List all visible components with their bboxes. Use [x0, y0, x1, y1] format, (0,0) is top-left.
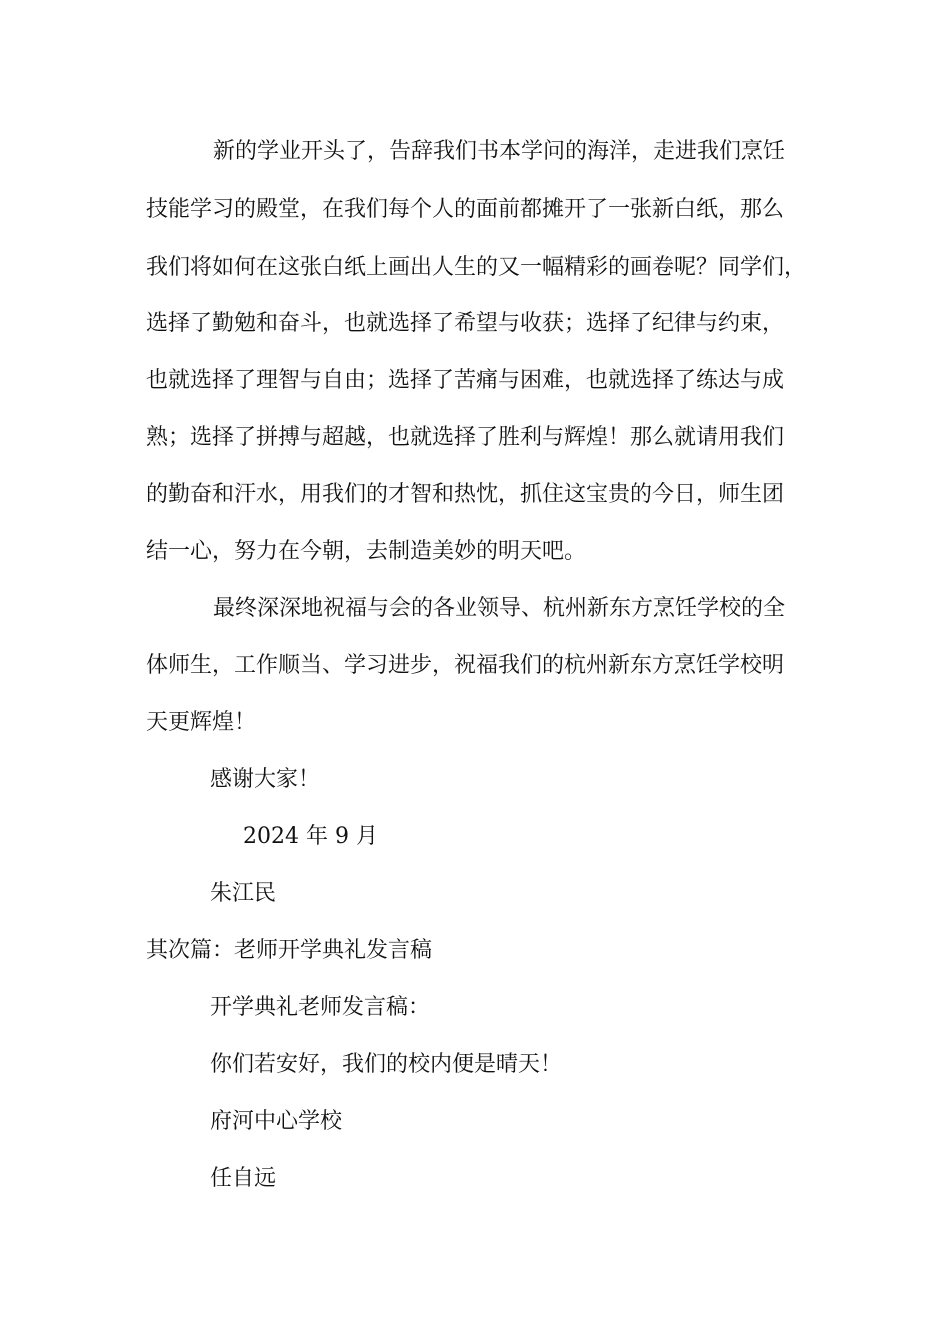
paragraph1-line-3: 我们将如何在这张白纸上画出人生的又一幅精彩的画卷呢？同学们，: [146, 255, 807, 280]
date-line: 2024 年 9 月: [243, 824, 378, 849]
paragraph1-line-4: 选择了勤勉和奋斗，也就选择了希望与收获；选择了纪律与约束，: [146, 311, 785, 336]
paragraph2-line-2: 体师生，工作顺当、学习进步，祝福我们的杭州新东方烹饪学校明: [146, 653, 785, 678]
paragraph2-line-1: 最终深深地祝福与会的各业领导、杭州新东方烹饪学校的全: [213, 596, 786, 621]
school-name: 府河中心学校: [210, 1109, 343, 1134]
paragraph1-line-1: 新的学业开头了，告辞我们书本学问的海洋，走进我们烹饪: [213, 139, 786, 164]
thanks-line: 感谢大家！: [210, 767, 321, 792]
section-title: 其次篇：老师开学典礼发言稿: [146, 938, 433, 963]
paragraph1-line-6: 熟；选择了拼搏与超越，也就选择了胜利与辉煌！那么就请用我们: [146, 425, 785, 450]
author-line: 朱江民: [210, 881, 277, 906]
speech-motto: 你们若安好，我们的校内便是晴天！: [210, 1052, 563, 1077]
paragraph1-line-5: 也就选择了理智与自由；选择了苦痛与困难，也就选择了练达与成: [146, 368, 785, 393]
paragraph1-line-7: 的勤奋和汗水，用我们的才智和热忱，抓住这宝贵的今日，师生团: [146, 482, 785, 507]
paragraph1-line-2: 技能学习的殿堂，在我们每个人的面前都摊开了一张新白纸，那么: [146, 197, 785, 222]
paragraph2-line-3: 天更辉煌！: [146, 710, 257, 735]
speech-subtitle: 开学典礼老师发言稿：: [210, 995, 431, 1020]
paragraph1-line-8: 结一心，努力在今朝，去制造美妙的明天吧。: [146, 539, 587, 564]
speaker-name: 任自远: [210, 1166, 277, 1191]
